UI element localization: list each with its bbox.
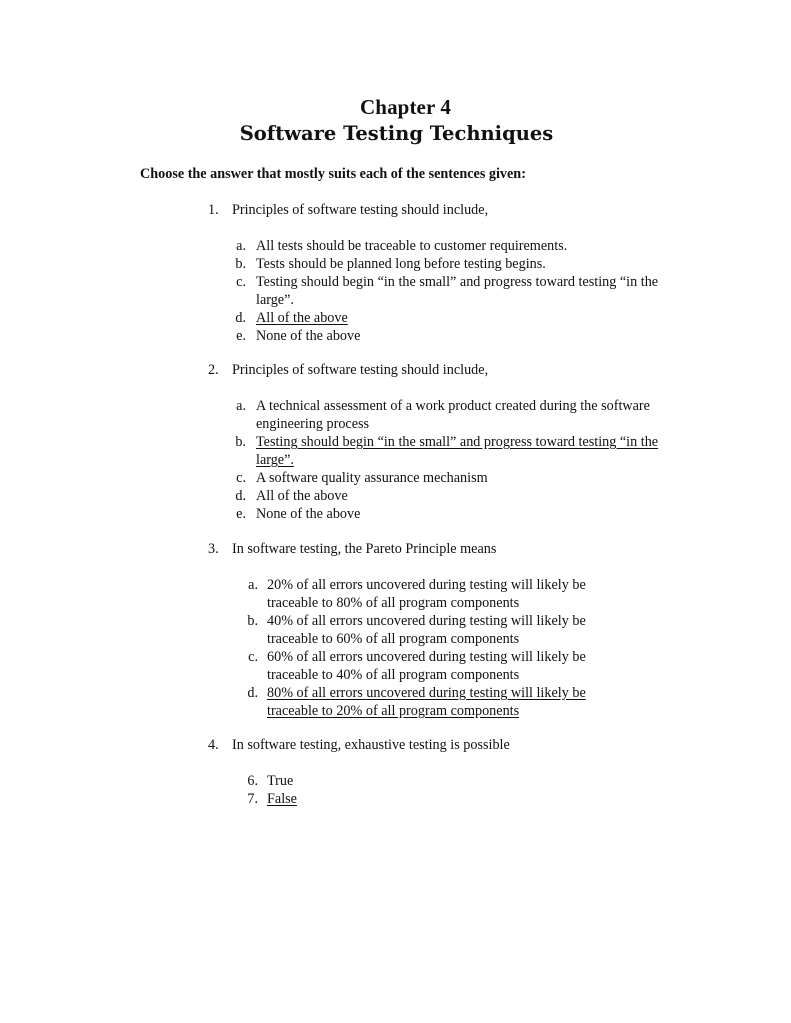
option-label: d.: [235, 310, 246, 326]
option-text: A software quality assurance mechanism: [256, 470, 488, 486]
option-list: [0, 772, 791, 808]
option-item: [0, 505, 791, 523]
option-item: [0, 469, 791, 487]
option-label: b.: [235, 256, 246, 272]
underlined-answer: 80% of all errors uncovered during testing will likely be traceable to 20% of all program components: [267, 685, 586, 719]
option-label: c.: [236, 274, 246, 290]
question-2: [0, 361, 791, 523]
option-list: [0, 576, 791, 720]
question-number: 1.: [208, 202, 219, 218]
question-text: In software testing, exhaustive testing is possible: [232, 737, 510, 753]
option-item-answer: [0, 684, 791, 720]
question-number: 3.: [208, 541, 219, 557]
option-text: None of the above: [256, 328, 361, 344]
underlined-answer: Testing should begin “in the small” and progress toward testing “in the large”.: [256, 434, 659, 468]
option-text: Testing should begin “in the small” and progress toward testing “in the large”.: [256, 274, 659, 308]
option-item-answer: [0, 309, 791, 327]
option-label: a.: [248, 577, 258, 593]
question-4: [0, 736, 791, 808]
option-label: e.: [236, 506, 246, 522]
question-number: 4.: [208, 737, 219, 753]
title-block: [0, 94, 791, 148]
option-label: e.: [236, 328, 246, 344]
option-text: All of the above: [256, 488, 348, 504]
underlined-answer: False: [267, 791, 297, 807]
option-text: None of the above: [256, 506, 361, 522]
question-text: Principles of software testing should include,: [232, 202, 489, 218]
chapter-heading: Chapter 4: [360, 95, 451, 119]
option-list: [0, 237, 791, 345]
option-label: c.: [236, 470, 246, 486]
option-item: [0, 648, 791, 684]
option-item-answer: [0, 790, 791, 808]
option-item: [0, 255, 791, 273]
option-item: [0, 487, 791, 505]
question-header: [0, 736, 791, 754]
option-text: True: [267, 773, 294, 789]
option-label: a.: [236, 238, 246, 254]
underlined-answer: All of the above: [256, 310, 348, 326]
question-header: [0, 201, 791, 219]
option-item: [0, 772, 791, 790]
question-text: In software testing, the Pareto Principle means: [232, 541, 497, 557]
option-label: d.: [235, 488, 246, 504]
option-list: [0, 397, 791, 523]
question-number: 2.: [208, 362, 219, 378]
option-item: [0, 397, 791, 433]
question-1: [0, 201, 791, 345]
instructions-text: Choose the answer that mostly suits each of the sentences given:: [140, 166, 526, 182]
option-item: [0, 273, 791, 309]
option-label: 7.: [247, 791, 258, 807]
question-3: [0, 540, 791, 720]
option-text: 60% of all errors uncovered during testing will likely be traceable to 40% of all program components: [267, 649, 586, 683]
option-text: 20% of all errors uncovered during testing will likely be traceable to 80% of all program components: [267, 577, 586, 611]
option-label: 6.: [247, 773, 258, 789]
option-label: b.: [247, 613, 258, 629]
option-item: [0, 237, 791, 255]
document-subtitle: Software Testing Techniques: [239, 122, 554, 145]
option-text: A technical assessment of a work product created during the software engineering process: [256, 398, 650, 432]
option-label: a.: [236, 398, 246, 414]
question-header: [0, 361, 791, 379]
option-label: b.: [235, 434, 246, 450]
option-item: [0, 612, 791, 648]
question-header: [0, 540, 791, 558]
option-item-answer: [0, 433, 791, 469]
option-item: [0, 327, 791, 345]
option-label: d.: [247, 685, 258, 701]
option-item: [0, 576, 791, 612]
option-text: Tests should be planned long before testing begins.: [256, 256, 546, 272]
option-label: c.: [248, 649, 258, 665]
option-text: 40% of all errors uncovered during testing will likely be traceable to 60% of all program components: [267, 613, 586, 647]
question-text: Principles of software testing should include,: [232, 362, 489, 378]
option-text: All tests should be traceable to customer requirements.: [256, 238, 568, 254]
